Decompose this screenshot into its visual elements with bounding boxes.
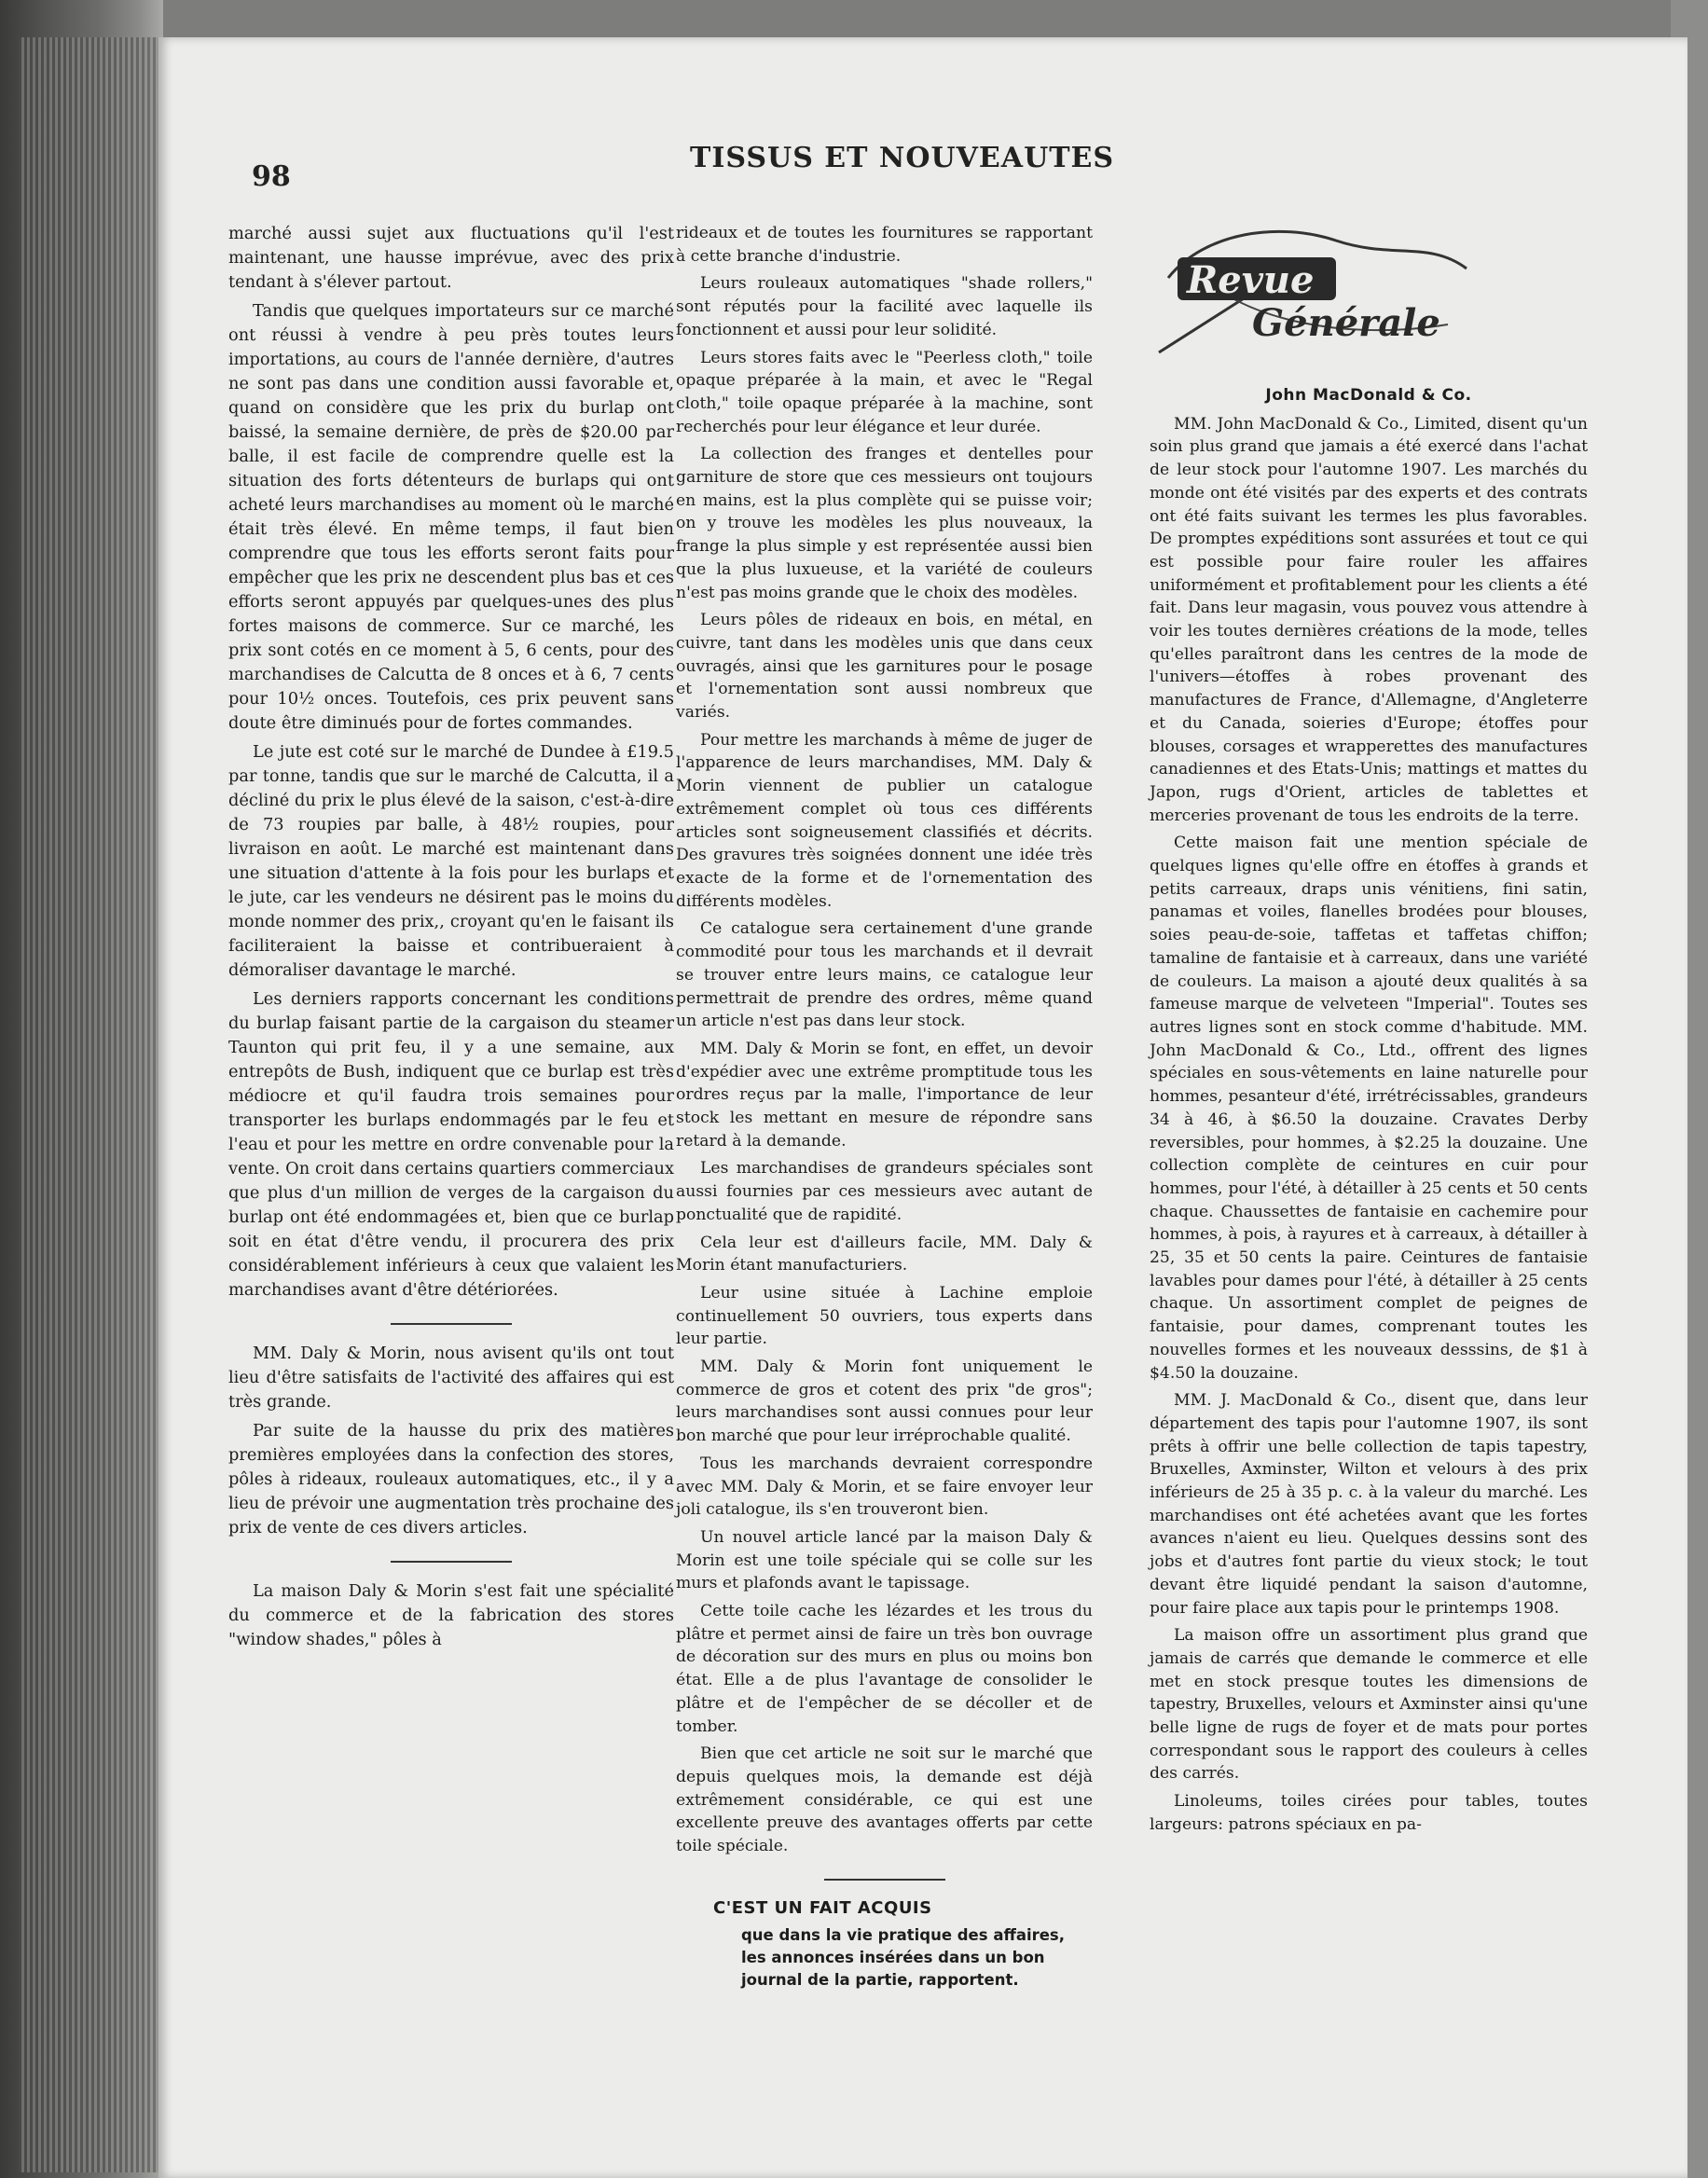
paragraph: MM. Daly & Morin se font, en effet, un devoir d'expédier avec une extrême promptitude tous les ordres reçus par la malle, l'importance de leur stock les mettant en mesure de répondre sans retard à la demande.: [676, 1039, 1093, 1151]
paragraph: Les marchandises de grandeurs spéciales sont aussi fournies par ces messieurs avec autant de ponctualité que de rapidité.: [676, 1159, 1093, 1224]
paragraph: Un nouvel article lancé par la maison Daly & Morin est une toile spéciale qui se colle sur les murs et plafonds avant le tapissage.: [676, 1527, 1093, 1593]
paragraph: Le jute est coté sur le marché de Dundee à £19.5 par tonne, tandis que sur le marché de Calcutta, il a décliné du prix le plus élevé de la saison, c'est-à-dire de 73 roupies par balle, à 48½ roupies, pour livraison en août. Le marché est maintenant dans une situation d'attente à la fois pour les burlaps et le jute, car les vendeurs ne désirent pas le moins du monde nommer des prix,, croyant qu'en le faisant ils faciliteraient la baisse et contribueraient à démoraliser davantage le marché.: [228, 742, 674, 980]
paragraph: La collection des franges et dentelles pour garniture de store que ces messieurs ont toujours en mains, est la plus complète qui se puisse voir; on y trouve les modèles les plus nouveaux, la frange la plus simple y est représentée aussi bien que la plus luxueuse, et la variété de couleurs n'est pas moins grande que le choix des modèles.: [676, 445, 1093, 602]
paragraph: MM. John MacDonald & Co., Limited, disent qu'un soin plus grand que jamais a été exercé dans l'achat de leur stock pour l'automne 1907. Les marchés du monde ont été visités par des experts et des contrats ont été faits suivant les termes les plus favorables. De promptes expéditions sont assurées et tout ce qui est possible pour faire rouler les affaires uniformément et profitablement pour les clients a été fait. Dans leur magasin, vous pouvez vous attendre à voir les toutes dernières créations de la mode, telles qu'elles paraîtront dans les centres de la mode de l'univers—étoffes à robes provenant des manufactures de France, d'Allemagne, d'Angleterre et du Canada, soieries d'Europe; étoffes pour blouses, corsages et wrapperettes des manufactures canadiennes et des Etats-Unis; mattings et mattes du Japon, rugs d'Orient, articles de tablettes et merceries provenant de tous les endroits de la terre.: [1150, 414, 1588, 825]
page-edges: [19, 37, 158, 2172]
paragraph: MM. Daly & Morin font uniquement le commerce de gros et cotent des prix "de gros"; leurs marchandises sont aussi connues pour leur bon marché que pour leur irréprochable qualité.: [676, 1358, 1093, 1446]
divider: [391, 1323, 512, 1325]
paragraph: Pour mettre les marchands à même de juger de l'apparence de leurs marchandises, MM. Daly & Morin viennent de publier un catalogue extrêmement complet où tous ces différents articles sont soigneusement classifiés et décrits. Des gravures très soignées donnent une idée très exacte de la forme et de l'ornementation des différents modèles.: [676, 730, 1093, 911]
paragraph: Ce catalogue sera certainement d'une grande commodité pour tous les marchands et il devrait se trouver entre leurs mains, ce catalogue leur permettrait de prendre des ordres, même quand un article n'est pas dans leur stock.: [676, 919, 1093, 1031]
divider: [391, 1561, 512, 1563]
paragraph: Tous les marchands devraient correspondre avec MM. Daly & Morin, et se faire envoyer leur joli catalogue, ils s'en trouveront bien.: [676, 1454, 1093, 1520]
running-head: TISSUS ET NOUVEAUTES: [690, 142, 1115, 174]
paragraph: Leurs pôles de rideaux en bois, en métal, en cuivre, tant dans les modèles unis que dans ceux ouvragés, ainsi que les garnitures pour le posage et l'ornementation sont aussi nombreux que variés.: [676, 611, 1093, 723]
divider: [824, 1879, 945, 1881]
notice-title: C'EST UN FAIT ACQUIS: [713, 1897, 932, 1918]
paragraph: Leur usine située à Lachine emploie continuellement 50 ouvriers, tous experts dans leur partie.: [676, 1283, 1093, 1349]
page-number: 98: [252, 160, 291, 193]
paragraph: Leurs stores faits avec le "Peerless cloth," toile opaque préparée à la main, et avec le "Regal cloth," toile opaque préparée à la machine, sont recherchés pour leur élégance et leur durée.: [676, 348, 1093, 436]
svg-text:Revue: Revue: [1187, 258, 1315, 302]
notice-body: que dans la vie pratique des affaires, les annonces insérées dans un bon journal de la partie, rapportent.: [741, 1925, 1066, 1989]
section-title: John MacDonald & Co.: [1265, 386, 1472, 405]
paragraph: Leurs rouleaux automatiques "shade rollers," sont réputés pour la facilité avec laquelle ils fonctionnent et aussi pour leur solidité.: [676, 274, 1093, 339]
paragraph: Cela leur est d'ailleurs facile, MM. Daly & Morin étant manufacturiers.: [676, 1233, 1093, 1275]
paragraph: Les derniers rapports concernant les conditions du burlap faisant partie de la cargaison du steamer Taunton qui prit feu, il y a une semaine, aux entrepôts de Bush, indiquent que ce burlap est très médiocre et qu'il faudra trois semaines pour transporter les burlaps endommagés par le feu et l'eau et pour les mettre en ordre convenable pour la vente. On croit dans certains quartiers commerciaux que plus d'un million de verges de la cargaison du burlap ont été endommagées et, bien que ce burlap soit en état d'être vendu, il procurera des prix considérablement inférieurs à ceux que valaient les marchandises avant d'être détériorées.: [228, 989, 674, 1300]
revue-generale-logo: [1150, 222, 1485, 362]
column-3: [1150, 222, 1588, 1841]
paragraph: Tandis que quelques importateurs sur ce marché ont réussi à vendre à peu près toutes leurs importations, au cours de l'année dernière, d'autres ne sont pas dans une condition aussi favorable et, quand on considère que les prix du burlap ont baissé, la semaine dernière, de près de $20.00 par balle, il est facile de comprendre quelle est la situation des forts détenteurs de burlaps qui ont acheté leurs marchandises au moment où le marché était très élevé. En même temps, il faut bien comprendre que tous les efforts seront faits pour empêcher que les prix ne descendent plus bas et ces efforts seront appuyés par quelques-unes des plus fortes maisons de commerce. Sur ce marché, les prix sont cotés en ce moment à 5, 6 cents, pour des marchandises de Calcutta de 8 onces et à 6, 7 cents pour 10½ onces. Toutefois, ces prix peuvent sans doute être diminués pour de fortes commandes.: [228, 301, 674, 733]
paragraph: MM. Daly & Morin, nous avisent qu'ils ont tout lieu d'être satisfaits de l'activité des affaires qui est très grande.: [228, 1344, 674, 1412]
paragraph: MM. J. MacDonald & Co., disent que, dans leur département des tapis pour l'automne 1907, ils sont prêts à offrir une belle collection de tapis tapestry, Bruxelles, Axminster, Wilton et velours à des prix inférieurs de 25 à 35 p. c. à la valeur du marché. Les marchandises ont été achetées avant que les fortes avances n'aient eu lieu. Quelques dessins sont des jobs et d'autres font partie du vieux stock; le tout devant être liquidé pendant la saison d'automne, pour faire place aux tapis pour le printemps 1908.: [1150, 1391, 1588, 1618]
column-1: [228, 222, 674, 1657]
column-2: [676, 222, 1093, 1992]
paragraph: Cette toile cache les lézardes et les trous du plâtre et permet ainsi de faire un très bon ouvrage de décoration sur des murs en plus ou moins bon état. Elle a de plus l'avantage de consolider le plâtre et de l'empêcher de se décoller et de tomber.: [676, 1602, 1093, 1736]
logo-artwork: [1150, 222, 1485, 362]
svg-text:Générale: Générale: [1252, 301, 1440, 345]
paragraph: Linoleums, toiles cirées pour tables, toutes largeurs: patrons spéciaux en pa-: [1150, 1792, 1588, 1834]
paragraph: La maison offre un assortiment plus grand que jamais de carrés que demande le commerce et elle met en stock presque toutes les dimensions de tapestry, Bruxelles, velours et Axminster ainsi qu'une belle ligne de rugs de foyer et de mats pour portes correspondant sous le rapport des couleurs à celles des carrés.: [1150, 1626, 1588, 1784]
paragraph: Par suite de la hausse du prix des matières premières employées dans la confection des stores, pôles à rideaux, rouleaux automatiques, etc., il y a lieu de prévoir une augmentation très prochaine des prix de vente de ces divers articles.: [228, 1421, 674, 1537]
paragraph: rideaux et de toutes les fournitures se rapportant à cette branche d'industrie.: [676, 224, 1093, 266]
paragraph: marché aussi sujet aux fluctuations qu'il l'est maintenant, une hausse imprévue, avec des prix tendant à s'élever partout.: [228, 224, 674, 292]
paragraph: La maison Daly & Morin s'est fait une spécialité du commerce et de la fabrication des stores "window shades," pôles à: [228, 1581, 674, 1649]
paragraph: Cette maison fait une mention spéciale de quelques lignes qu'elle offre en étoffes à grands et petits carreaux, draps unis vénitiens, fini satin, panamas et voiles, flanelles brodées pour blouses, soies peau-de-soie, taffetas et taffetas chiffon; tamaline de fantaisie et à carreaux, dans une variété de couleurs. La maison a ajouté deux qualités à sa fameuse marque de velveteen "Imperial". Toutes ses autres lignes sont en stock comme d'habitude. MM. John MacDonald & Co., Ltd., offrent des lignes spéciales en sous-vêtements en laine naturelle pour hommes, pesanteur d'été, irrétrécissables, grandeurs 34 à 46, à $6.50 la douzaine. Cravates Derby reversibles, pour hommes, à $2.25 la douzaine. Une collection complète de ceintures en cuir pour hommes, pour l'été, à détailler à 25 cents et 50 cents chaque. Chaussettes de fantaisie en cachemire pour hommes, à pois, à rayures et à carreaux, à détailler à 25, 35 et 50 cents la paire. Ceintures de fantaisie lavables pour dames pour l'été, à détailler à 25 cents chaque. Un assortiment complet de peignes de fantaisie, pour dames, comprenant toutes les nouvelles formes et les nouveaux desssins, de $1 à $4.50 la douzaine.: [1150, 834, 1588, 1383]
paragraph: Bien que cet article ne soit sur le marché que depuis quelques mois, la demande est déjà extrêmement considérable, ce qui est une excellente preuve des avantages offerts par cette toile spéciale.: [676, 1744, 1093, 1856]
